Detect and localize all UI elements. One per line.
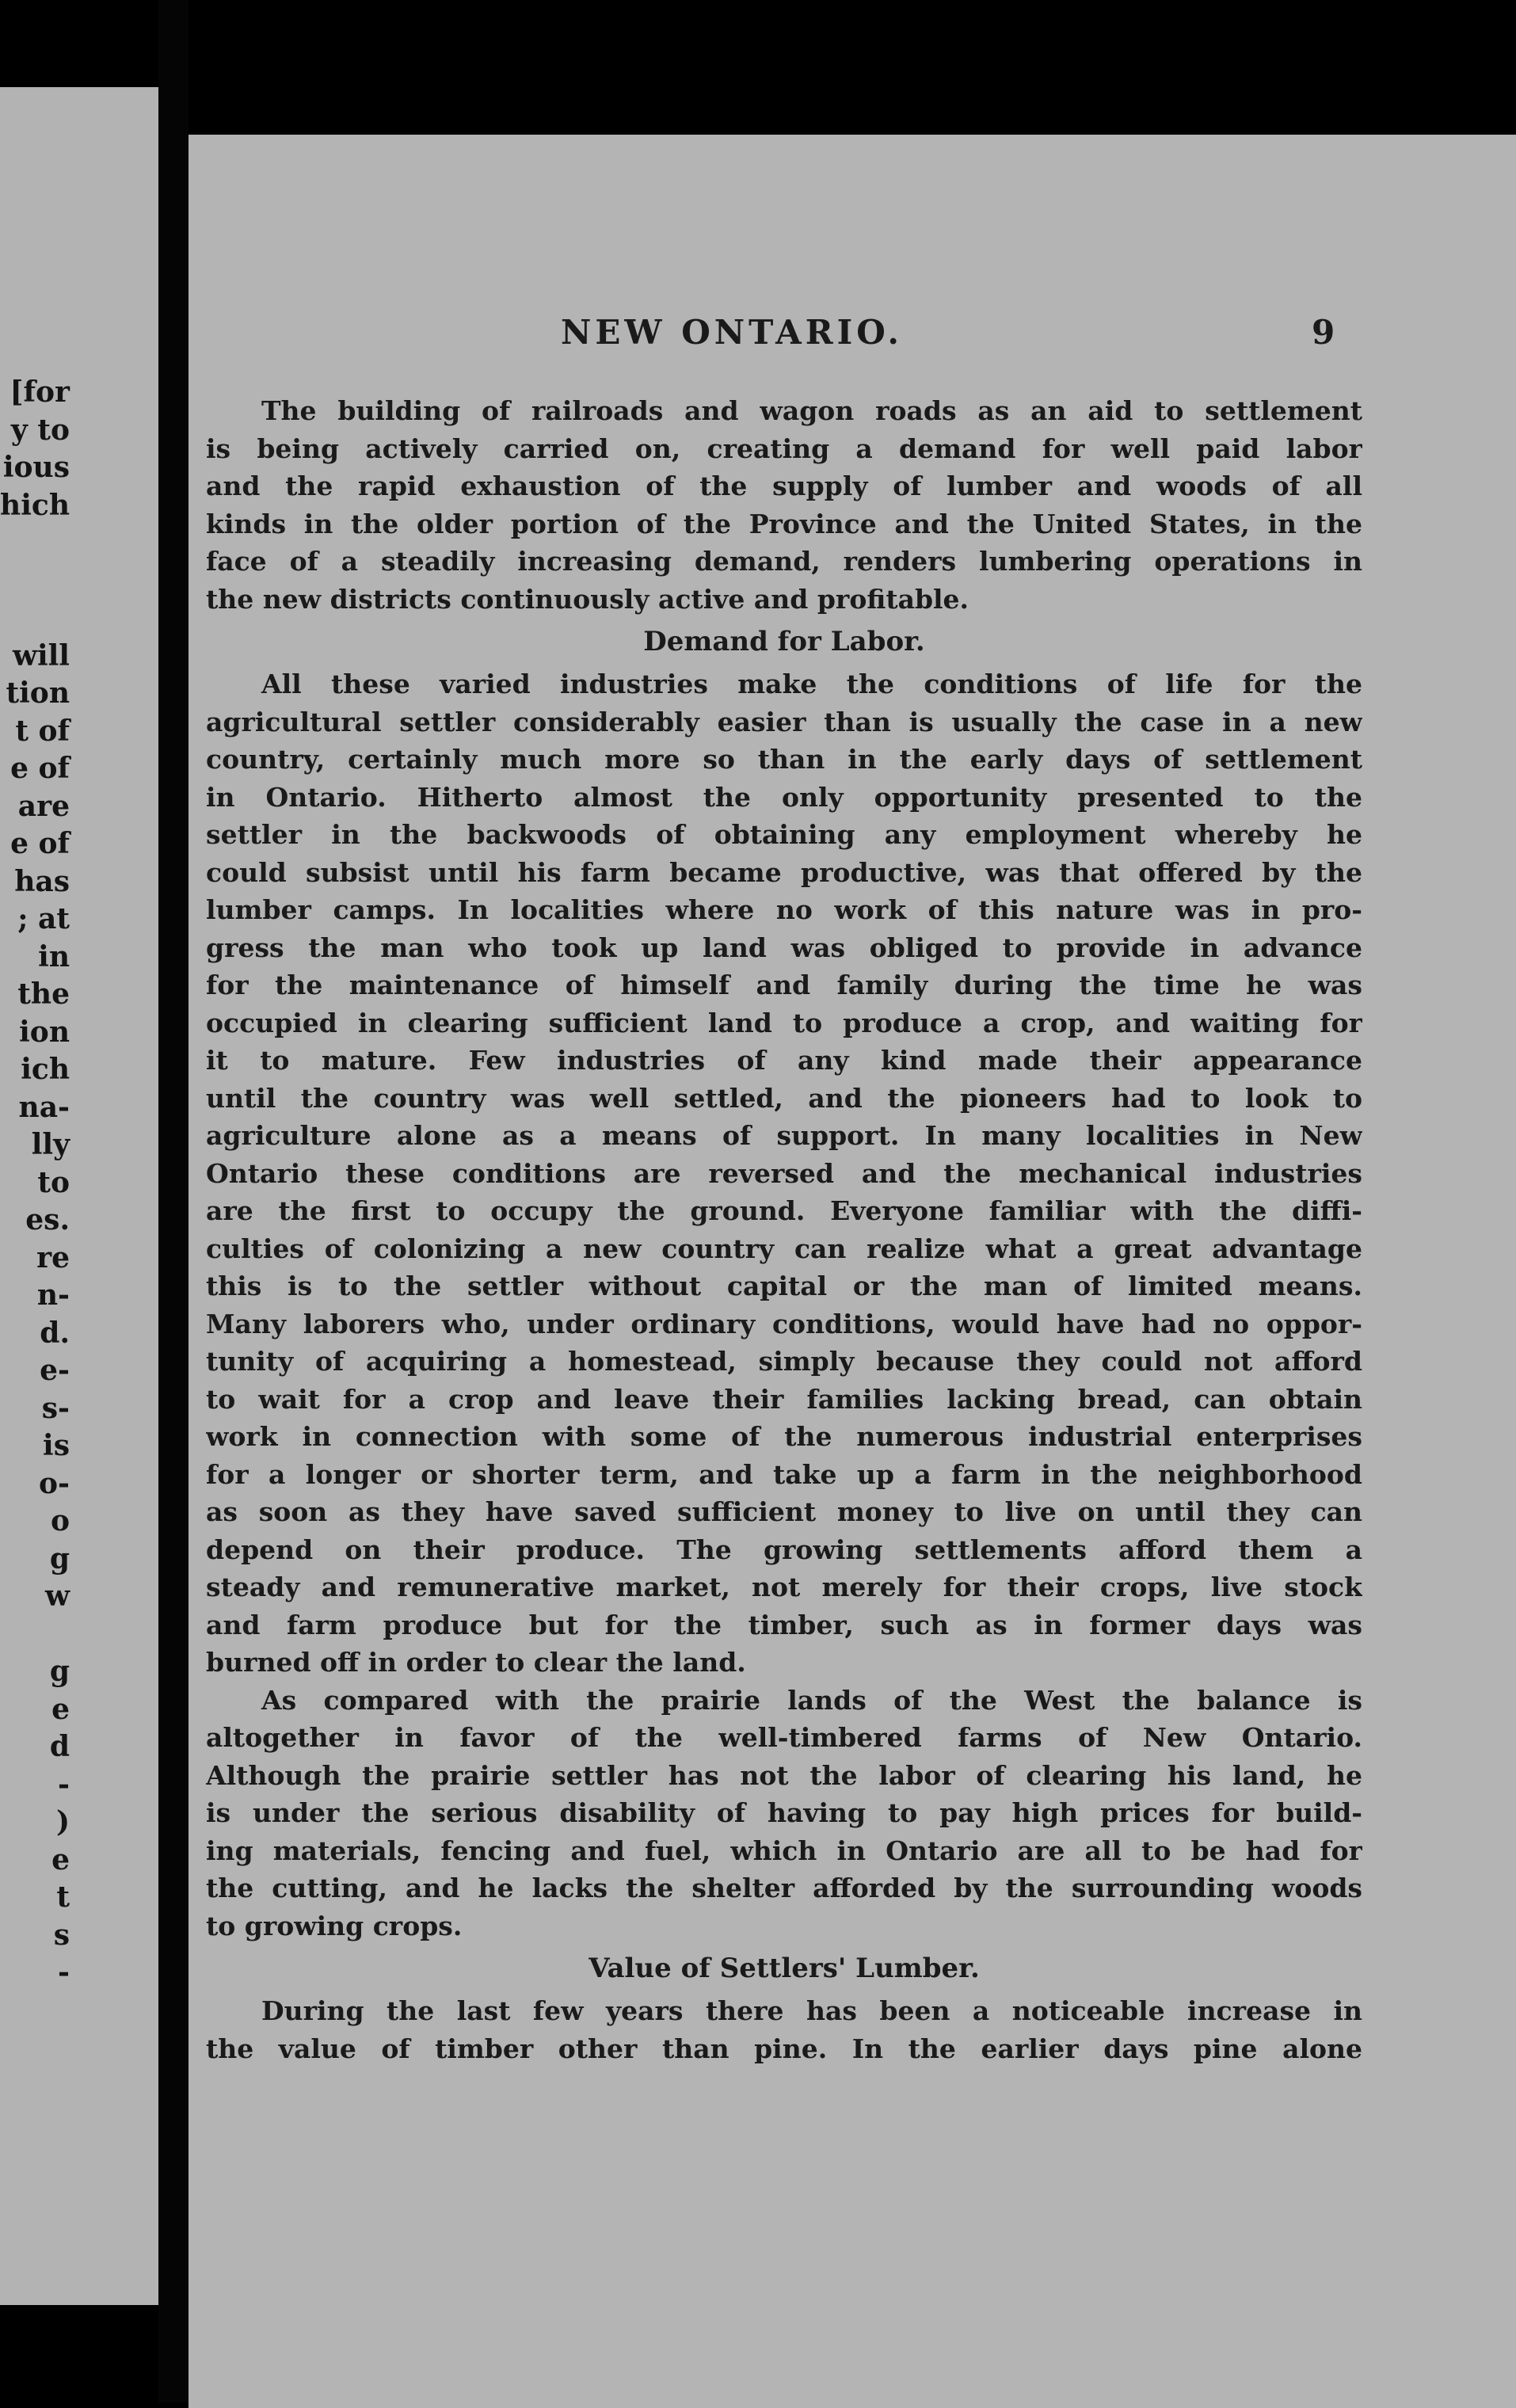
text-line: settler in the backwoods of obtaining any employment whereby he <box>206 819 1362 850</box>
fragment-line: n- <box>36 1278 70 1312</box>
fragment-line: has <box>14 864 70 898</box>
fragment-line: s- <box>41 1391 70 1425</box>
fragment-line: - <box>58 1767 70 1801</box>
text-line: this is to the settler without capital or the man of limited means. <box>206 1271 1362 1301</box>
fragment-line: ious <box>2 451 70 484</box>
fragment-line: are <box>17 789 70 823</box>
text-line: tunity of acquiring a homestead, simply because they could not afford <box>206 1346 1362 1377</box>
running-header <box>189 313 1516 360</box>
text-line: face of a steadily increasing demand, renders lumbering operations in <box>206 546 1362 577</box>
text-line: ing materials, fencing and fuel, which in Ontario are all to be had for <box>206 1835 1362 1866</box>
fragment-line: re <box>36 1240 70 1274</box>
fragment-line: d <box>49 1730 70 1763</box>
fragment-line: na- <box>18 1090 70 1124</box>
fragment-line: ) <box>55 1805 70 1838</box>
fragment-line: the <box>17 977 70 1011</box>
section-heading: Demand for Labor. <box>643 626 925 657</box>
text-line: in Ontario. Hitherto almost the only opportunity presented to the <box>206 781 1362 813</box>
fragment-line: d. <box>40 1316 70 1350</box>
text-line: and farm produce but for the timber, such as in former days was <box>206 1609 1362 1640</box>
text-line: gress the man who took up land was obliged to provide in advance <box>206 932 1362 963</box>
text-line: to growing crops. <box>206 1910 463 1941</box>
main-page <box>189 135 1516 2408</box>
fragment-line: in <box>38 939 70 973</box>
fragment-line: e- <box>40 1354 70 1387</box>
facing-page-fragments <box>0 374 70 1992</box>
fragment-line: is <box>43 1429 70 1462</box>
section-heading: Value of Settlers' Lumber. <box>588 1953 980 1984</box>
text-line: are the first to occupy the ground. Everyone familiar with the diffi- <box>206 1195 1362 1226</box>
fragment-line: g <box>49 1655 70 1688</box>
text-line: Although the prairie settler has not the labor of clearing his land, he <box>206 1759 1362 1791</box>
text-line: it to mature. Few industries of any kind made their appearance <box>206 1045 1362 1076</box>
fragment-line: ; at <box>17 902 70 935</box>
text-line: As compared with the prairie lands of the West the balance is <box>261 1684 1362 1716</box>
text-line: agricultural settler considerably easier than is usually the case in a new <box>206 706 1362 737</box>
fragment-line: g <box>49 1541 70 1575</box>
fragment-line: [for <box>10 375 70 409</box>
fragment-line: ich <box>21 1053 70 1086</box>
text-line: is being actively carried on, creating a demand for well paid labor <box>206 432 1362 464</box>
text-line: until the country was well settled, and the pioneers had to look to <box>206 1082 1362 1114</box>
fragment-line: e <box>51 1842 70 1876</box>
fragment-line: w <box>45 1579 70 1613</box>
fragment-line: o <box>50 1504 70 1537</box>
fragment-line: to <box>37 1165 70 1199</box>
fragment-line: lly <box>31 1128 70 1161</box>
text-line: depend on their produce. The growing settlements afford them a <box>206 1534 1362 1565</box>
fragment-line: t of <box>15 714 70 748</box>
text-line: work in connection with some of the numerous industrial enterprises <box>206 1421 1362 1452</box>
text-line: lumber camps. In localities where no work of this nature was in pro- <box>206 894 1362 925</box>
fragment-line: ion <box>19 1015 70 1049</box>
fragment-line <box>0 562 70 600</box>
text-line: the cutting, and he lacks the shelter afforded by the surrounding woods <box>206 1873 1362 1903</box>
text-line: The building of railroads and wagon roads as an aid to settlement <box>261 395 1362 426</box>
fragment-line <box>0 600 70 638</box>
text-line: culties of colonizing a new country can realize what a great advantage <box>206 1233 1362 1264</box>
text-line: is under the serious disability of having to pay high prices for build- <box>206 1797 1362 1828</box>
text-line: and the rapid exhaustion of the supply of lumber and woods of all <box>206 471 1362 501</box>
fragment-line <box>0 1616 70 1654</box>
text-line: Ontario these conditions are reversed and the mechanical industries <box>206 1157 1362 1189</box>
text-line: to wait for a crop and leave their families lacking bread, can obtain <box>206 1383 1362 1415</box>
text-line: as soon as they have saved sufficient money to live on until they can <box>206 1496 1362 1527</box>
fragment-line: o- <box>39 1466 70 1500</box>
text-line: could subsist until his farm became productive, was that offered by the <box>206 856 1362 888</box>
fragment-line: hich <box>0 488 70 522</box>
text-line: All these varied industries make the conditions of life for the <box>261 669 1362 699</box>
text-line: for a longer or shorter term, and take up a farm in the neighborhood <box>206 1458 1362 1490</box>
fragment-line: y to <box>10 413 70 447</box>
text-line: kinds in the older portion of the Province and the United States, in the <box>206 508 1362 539</box>
text-line: the new districts continuously active and profitable. <box>206 583 969 615</box>
fragment-line: es. <box>25 1203 70 1236</box>
text-line: country, certainly much more so than in the early days of settlement <box>206 744 1362 775</box>
facing-page-edge <box>0 87 158 2305</box>
text-line: altogether in favor of the well-timbered farms of New Ontario. <box>206 1722 1362 1753</box>
body-text <box>206 392 1362 2067</box>
text-line: for the maintenance of himself and family during the time he was <box>206 970 1362 1000</box>
book-gutter <box>158 0 189 2402</box>
text-line: burned off in order to clear the land. <box>206 1647 746 1678</box>
text-line: agriculture alone as a means of support. In many localities in New <box>206 1120 1362 1151</box>
fragment-line: e of <box>10 827 70 860</box>
fragment-line: e of <box>10 752 70 785</box>
paragraph <box>206 665 1362 1682</box>
fragment-line: will <box>12 638 70 672</box>
paragraph <box>206 392 1362 618</box>
fragment-line <box>0 524 70 562</box>
fragment-line: t <box>56 1880 70 1914</box>
paragraph <box>206 1682 1362 1945</box>
text-line: Many laborers who, under ordinary conditions, would have had no oppor- <box>206 1308 1362 1339</box>
text-line: During the last few years there has been a noticeable increase in <box>261 1995 1362 2026</box>
fragment-line: tion <box>6 676 70 710</box>
paragraph <box>206 1992 1362 2067</box>
text-line: steady and remunerative market, not merely for their crops, live stock <box>206 1572 1362 1602</box>
text-line: occupied in clearing sufficient land to produce a crop, and waiting for <box>206 1007 1362 1038</box>
page-number: 9 <box>1312 313 1335 352</box>
fragment-line: s <box>53 1918 70 1952</box>
running-title: NEW ONTARIO. <box>561 313 904 352</box>
fragment-line: - <box>58 1956 70 1989</box>
text-line: the value of timber other than pine. In the earlier days pine alone <box>206 2033 1362 2064</box>
fragment-line: e <box>51 1692 70 1726</box>
